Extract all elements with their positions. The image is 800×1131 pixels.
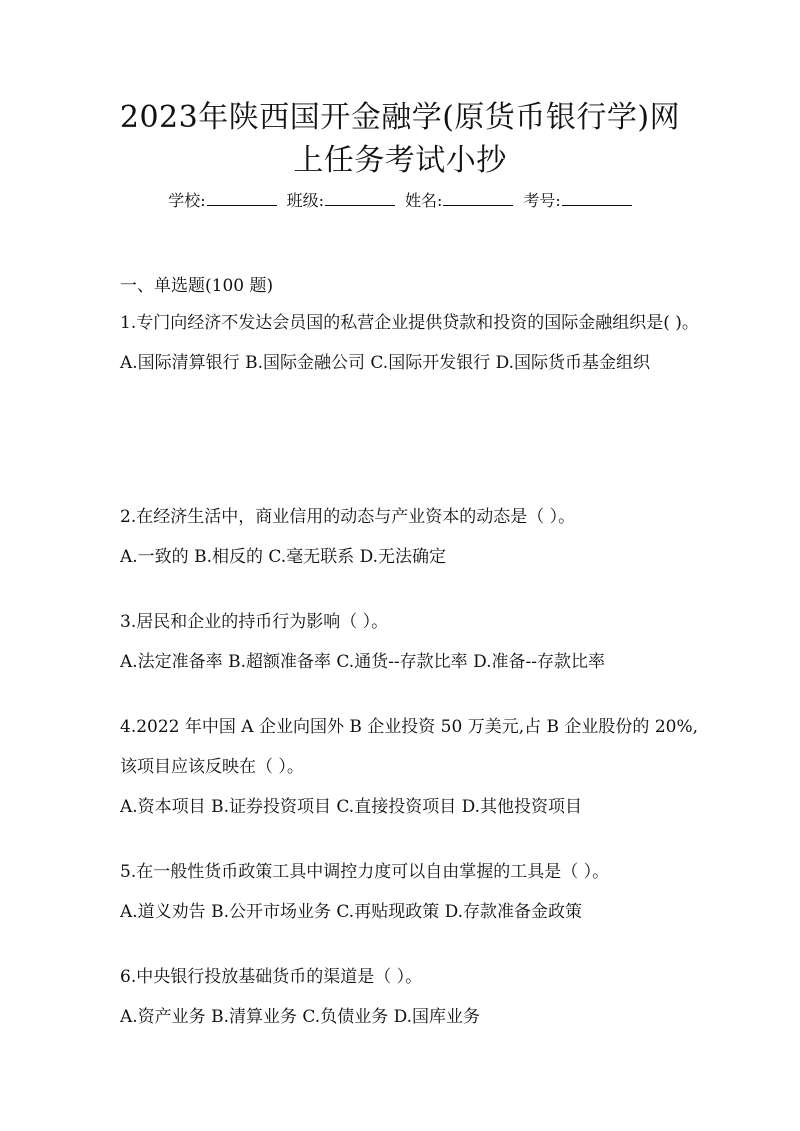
question-options: A.一致的 B.相反的 C.毫无联系 D.无法确定 (120, 547, 447, 567)
question-item (120, 957, 700, 1037)
student-info-row (0, 190, 800, 212)
page-title-line-1: 2023年陕西国开金融学(原货币银行学)网 (119, 100, 681, 135)
exam-number-blank (562, 191, 632, 206)
question-stem: 6.中央银行投放基础货币的渠道是（ ）。 (120, 967, 423, 987)
page-title-line-2: 上任务考试小抄 (293, 143, 507, 178)
class-label: 班级: (286, 191, 324, 210)
question-options: A.资本项目 B.证券投资项目 C.直接投资项目 D.其他投资项目 (120, 797, 583, 817)
class-field (287, 190, 395, 212)
question-stem: 1.专门向经济不发达会员国的私营企业提供贷款和投资的国际金融组织是( )。 (120, 313, 699, 333)
question-stem: 3.居民和企业的持币行为影响（ ）。 (120, 612, 389, 632)
question-options: A.法定准备率 B.超额准备率 C.通货--存款比率 D.准备--存款比率 (120, 652, 605, 672)
question-item (120, 602, 700, 682)
question-item (120, 707, 700, 827)
name-field (405, 190, 513, 212)
question-options: A.道义劝告 B.公开市场业务 C.再贴现政策 D.存款准备金政策 (120, 902, 583, 922)
question-item (120, 303, 700, 383)
exam-number-field (523, 190, 631, 212)
class-blank (325, 191, 395, 206)
question-stem: 5.在一般性货币政策工具中调控力度可以自由掌握的工具是（ ）。 (120, 862, 610, 882)
school-field (168, 190, 276, 212)
question-item (120, 852, 700, 932)
name-label: 姓名: (405, 191, 443, 210)
section-heading: 一、单选题(100 题) (120, 276, 274, 296)
question-stem: 4.2022 年中国 A 企业向国外 B 企业投资 50 万美元,占 B 企业股份的 20%,该项目应该反映在（ ）。 (120, 717, 699, 777)
name-blank (443, 191, 513, 206)
school-blank (207, 191, 277, 206)
school-label: 学校: (168, 191, 206, 210)
question-stem: 2.在经济生活中，商业信用的动态与产业资本的动态是（ ）。 (120, 507, 576, 527)
question-item (120, 497, 700, 577)
exam-number-label: 考号: (523, 191, 561, 210)
question-options: A.资产业务 B.清算业务 C.负债业务 D.国库业务 (120, 1007, 481, 1027)
question-options: A.国际清算银行 B.国际金融公司 C.国际开发银行 D.国际货币基金组织 (120, 353, 651, 373)
